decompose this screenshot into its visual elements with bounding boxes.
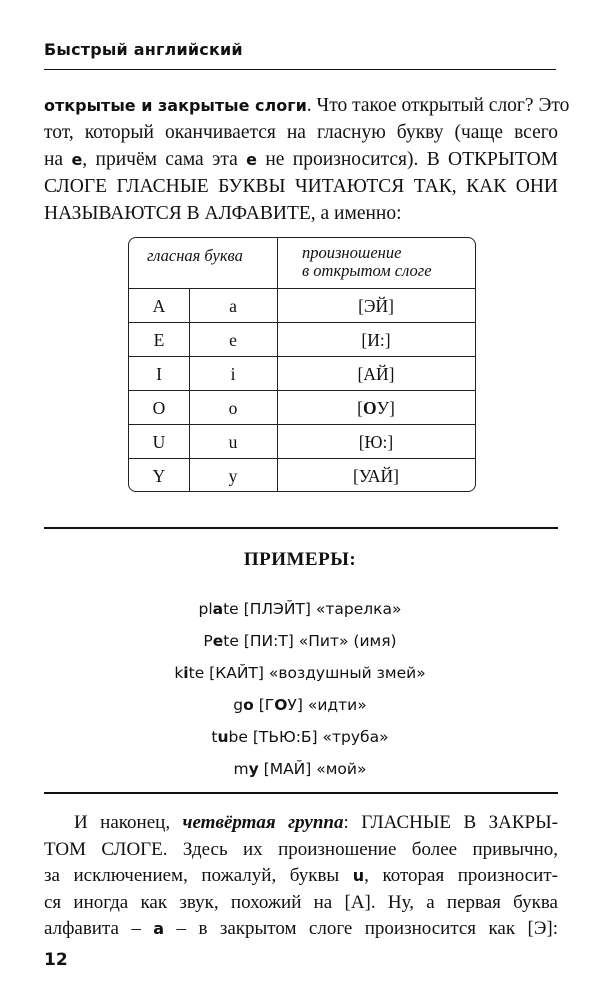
example-rest: be [ТЬЮ:Б] «труба» <box>228 728 389 746</box>
table-row <box>129 424 475 459</box>
uppercase-letter: Y <box>152 466 166 486</box>
example-word-part: k <box>174 664 184 682</box>
letter-e-bold: e <box>246 150 258 169</box>
page-number: 12 <box>44 950 68 970</box>
running-head-title: Быстрый английский <box>44 40 243 59</box>
lowercase-letter: o <box>228 398 238 418</box>
example-vowel-bold: i <box>183 664 189 682</box>
pronunciation: [ОУ] <box>357 398 395 418</box>
table-header <box>129 238 475 288</box>
letter-u-bold: u <box>352 866 365 885</box>
closing-text: И наконец, <box>74 812 183 833</box>
example-word-part: P <box>203 632 213 650</box>
header-pronunciation <box>302 244 432 280</box>
example-rest: te [КАЙТ] «воздушный змей» <box>188 664 426 682</box>
pronunciation: [ЭЙ] <box>358 296 394 316</box>
example-vowel-bold: e <box>212 632 224 650</box>
closing-line <box>44 916 558 943</box>
example-item <box>0 632 600 664</box>
vowel-table <box>128 237 476 492</box>
intro-text: , причём сама эта <box>82 149 247 170</box>
intro-line: тот, который оканчивается на гласную букву (чаще всего <box>44 122 558 143</box>
closing-line <box>44 863 558 890</box>
example-rest: te [ПИ:Т] «Пит» (имя) <box>223 632 397 650</box>
header-pron-line: в открытом слоге <box>302 261 432 280</box>
uppercase-letter: O <box>152 398 166 418</box>
closing-line <box>44 810 558 837</box>
intro-line: НАЗЫВАЮТСЯ В АЛФАВИТЕ, а именно: <box>44 203 402 224</box>
group-emphasis: четвёртая группа <box>182 812 344 833</box>
closing-text: , которая произносит- <box>364 865 558 886</box>
intro-paragraph <box>44 92 570 227</box>
lowercase-letter: i <box>230 364 236 384</box>
uppercase-letter: E <box>153 330 165 350</box>
examples-list <box>0 600 600 792</box>
intro-text: . Что такое открытый слог? Это <box>306 95 570 116</box>
pronunciation: [И:] <box>361 330 391 350</box>
closing-line: ТОМ СЛОГЕ. Здесь их произношение более привычно, <box>44 838 558 860</box>
example-rest: [Г <box>253 696 275 714</box>
example-word-part: g <box>233 696 244 714</box>
intro-line <box>44 92 570 119</box>
example-word-part: t <box>211 728 218 746</box>
header-vowel-letter: гласная буква <box>147 246 243 265</box>
example-word-part: pl <box>198 600 213 618</box>
pron-rest: У] <box>376 398 395 418</box>
header-pron-line: произношение <box>302 243 402 262</box>
pronunciation: [АЙ] <box>357 364 395 384</box>
closing-text: : ГЛАСНЫЕ В ЗАКРЫ- <box>343 812 558 833</box>
example-item <box>0 600 600 632</box>
example-item <box>0 696 600 728</box>
pronunciation: [Ю:] <box>358 432 394 452</box>
example-vowel-bold: u <box>217 728 229 746</box>
table-row <box>129 458 475 492</box>
intro-line <box>44 146 558 173</box>
example-rest: te [ПЛЭЙТ] «тарелка» <box>223 600 402 618</box>
lowercase-letter: y <box>228 466 238 486</box>
letter-a-bold: a <box>153 919 165 938</box>
term-bold: открытые и закрытые слоги <box>44 96 307 115</box>
example-item <box>0 728 600 760</box>
pron-bold: О <box>362 398 377 418</box>
table-row <box>129 288 475 323</box>
examples-top-rule <box>44 527 558 529</box>
table-row <box>129 322 475 357</box>
uppercase-letter: U <box>152 432 166 452</box>
example-rest: У] «идти» <box>287 696 367 714</box>
closing-line: ся иногда как звук, похожий на [А]. Ну, а первая буква <box>44 891 558 913</box>
example-vowel-bold: О <box>274 696 288 714</box>
letter-e-bold: e <box>71 150 83 169</box>
intro-text: на <box>44 149 72 170</box>
closing-text: за исключением, пожалуй, буквы <box>44 865 353 886</box>
intro-line: СЛОГЕ ГЛАСНЫЕ БУКВЫ ЧИТАЮТСЯ ТАК, КАК ОНИ <box>44 176 558 197</box>
uppercase-letter: I <box>156 364 162 384</box>
example-vowel-bold: a <box>212 600 224 618</box>
header-divider <box>44 69 556 70</box>
closing-text: – в закрытом слоге произносится как [Э]: <box>164 918 558 939</box>
example-word-part: m <box>233 760 249 778</box>
example-rest: [МАЙ] «мой» <box>258 760 367 778</box>
table-row <box>129 356 475 391</box>
examples-title: ПРИМЕРЫ: <box>243 549 357 570</box>
intro-text: не произносится). В ОТКРЫТОМ <box>257 149 558 170</box>
pronunciation: [УАЙ] <box>353 466 399 486</box>
example-vowel-bold: o <box>243 696 254 714</box>
lowercase-letter: u <box>228 432 238 452</box>
lowercase-letter: a <box>229 296 237 316</box>
example-item <box>0 664 600 696</box>
lowercase-letter: e <box>229 330 237 350</box>
table-row <box>129 390 475 425</box>
example-item <box>0 760 600 792</box>
examples-bottom-rule <box>44 792 558 794</box>
uppercase-letter: A <box>152 296 166 316</box>
closing-text: алфавита – <box>44 918 154 939</box>
closing-paragraph <box>44 810 558 943</box>
example-vowel-bold: y <box>248 760 259 778</box>
